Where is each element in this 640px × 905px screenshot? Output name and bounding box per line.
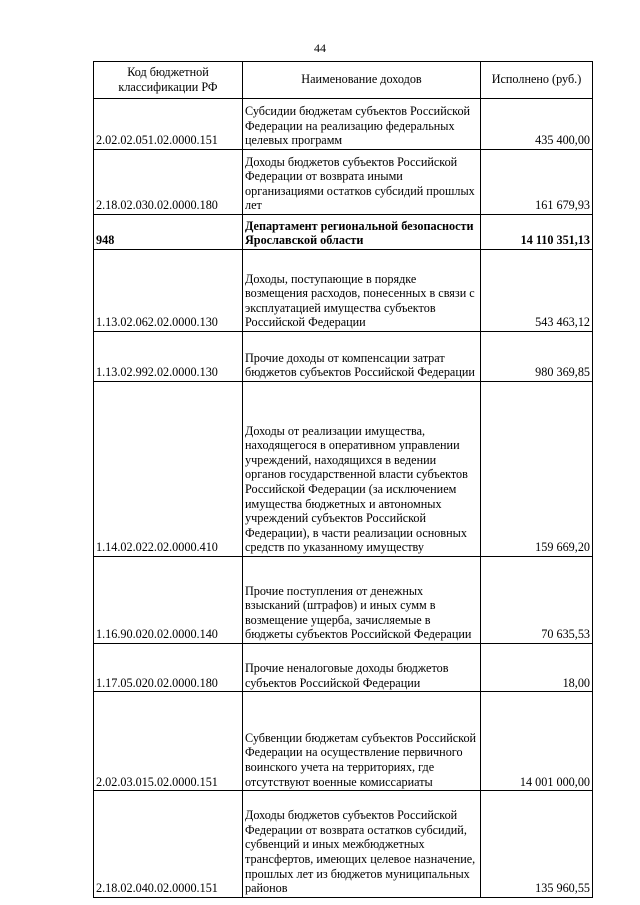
row-name: Прочие неналоговые доходы бюджетов субъектов Российской Федерации — [243, 644, 481, 692]
table-row — [94, 382, 593, 557]
header-code: Код бюджетной классификации РФ — [94, 62, 243, 99]
table-row — [94, 332, 593, 382]
row-code: 1.16.90.020.02.0000.140 — [94, 557, 243, 644]
row-amount: 980 369,85 — [481, 332, 593, 382]
row-amount: 70 635,53 — [481, 557, 593, 644]
row-amount: 18,00 — [481, 644, 593, 692]
row-code: 2.18.02.030.02.0000.180 — [94, 150, 243, 215]
row-amount: 14 110 351,13 — [481, 215, 593, 250]
row-amount: 135 960,55 — [481, 791, 593, 898]
row-code: 948 — [94, 215, 243, 250]
table-row — [94, 150, 593, 215]
table-row — [94, 644, 593, 692]
row-name: Субсидии бюджетам субъектов Российской Федерации на реализацию федеральных целевых программ — [243, 99, 481, 150]
row-amount: 543 463,12 — [481, 250, 593, 332]
row-name: Субвенции бюджетам субъектов Российской Федерации на осуществление первичного воинского учета на территориях, где отсутствуют военные комиссариаты — [243, 692, 481, 791]
table-row — [94, 250, 593, 332]
table-body — [94, 99, 593, 898]
row-amount: 14 001 000,00 — [481, 692, 593, 791]
table-row — [94, 215, 593, 250]
row-name: Департамент региональной безопасности Ярославской области — [243, 215, 481, 250]
row-code: 1.17.05.020.02.0000.180 — [94, 644, 243, 692]
row-code: 2.02.03.015.02.0000.151 — [94, 692, 243, 791]
row-name: Прочие поступления от денежных взысканий (штрафов) и иных сумм в возмещение ущерба, зачисляемые в бюджеты субъектов Российской Федерации — [243, 557, 481, 644]
table-row — [94, 557, 593, 644]
row-name: Доходы, поступающие в порядке возмещения расходов, понесенных в связи с эксплуатацией имущества субъектов Российской Федерации — [243, 250, 481, 332]
table-header-row — [94, 62, 593, 99]
row-amount: 435 400,00 — [481, 99, 593, 150]
header-amount: Исполнено (руб.) — [481, 62, 593, 99]
row-code: 1.13.02.992.02.0000.130 — [94, 332, 243, 382]
row-code: 1.14.02.022.02.0000.410 — [94, 382, 243, 557]
row-name: Прочие доходы от компенсации затрат бюджетов субъектов Российской Федерации — [243, 332, 481, 382]
row-amount: 159 669,20 — [481, 382, 593, 557]
table-row — [94, 791, 593, 898]
page-number: 44 — [314, 41, 326, 55]
revenue-table — [93, 61, 593, 898]
row-name: Доходы бюджетов субъектов Российской Федерации от возврата иными организациями остатков субсидий прошлых лет — [243, 150, 481, 215]
row-code: 1.13.02.062.02.0000.130 — [94, 250, 243, 332]
row-code: 2.18.02.040.02.0000.151 — [94, 791, 243, 898]
header-name: Наименование доходов — [243, 62, 481, 99]
table-row — [94, 99, 593, 150]
row-name: Доходы от реализации имущества, находящегося в оперативном управлении учреждений, находящихся в ведении органов государственной власти субъектов Российской Федерации (за исключением имущества бюджетных и автономных учреждений субъектов Российской Федерации), в части реализации основных средств по указанному имуществу — [243, 382, 481, 557]
row-amount: 161 679,93 — [481, 150, 593, 215]
table-row — [94, 692, 593, 791]
row-code: 2.02.02.051.02.0000.151 — [94, 99, 243, 150]
row-name: Доходы бюджетов субъектов Российской Федерации от возврата остатков субсидий, субвенций и иных межбюджетных трансфертов, имеющих целевое назначение, прошлых лет из бюджетов муниципальных районов — [243, 791, 481, 898]
